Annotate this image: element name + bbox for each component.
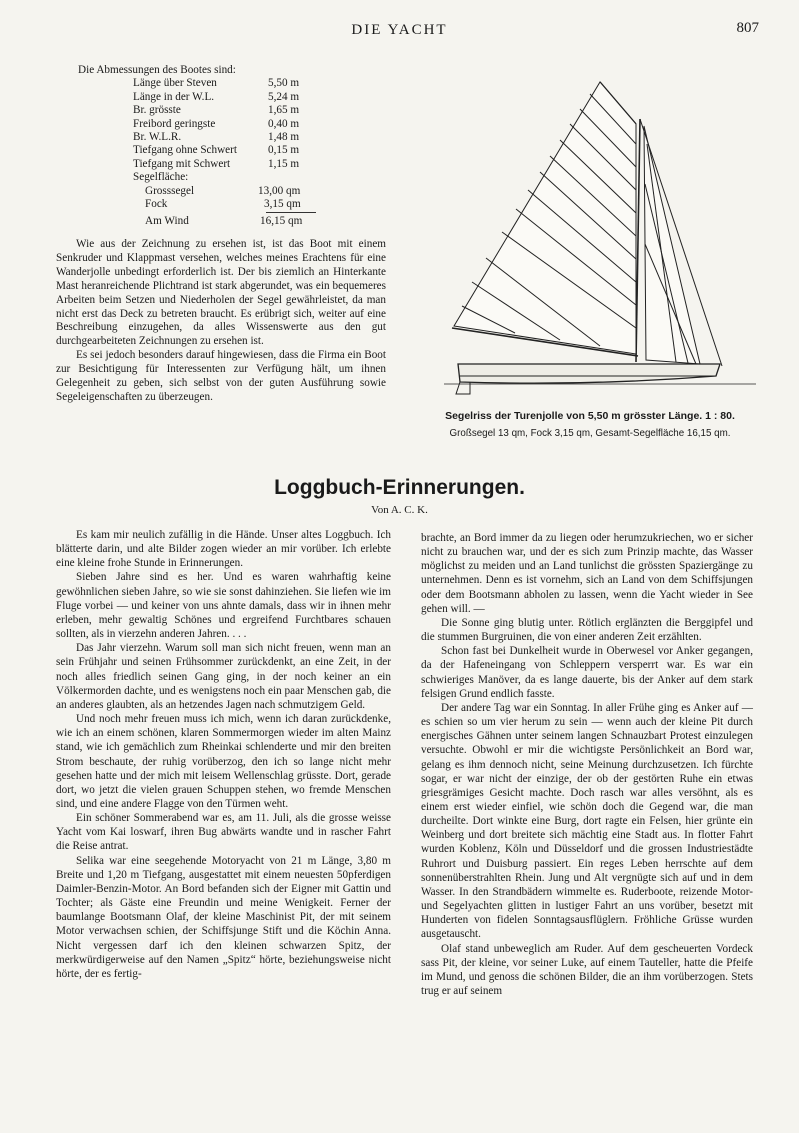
article-byline: Von A. C. K.: [371, 504, 428, 516]
dimension-label: Segelfläche:: [133, 171, 189, 184]
figure-caption-bold: Segelriss der Turenjolle von 5,50 m grösster Länge. 1 : 80.: [445, 410, 735, 422]
dimension-row: [78, 77, 418, 90]
paragraph: Der andere Tag war ein Sonntag. In aller Frühe ging es Anker auf — es schien so um vier herum zu sein — wenn auch der kleine Pit durch energisches Gähnen unter seinem langen Schnauzbart Protest einzulegen versuchte. Obwohl er mir die wichtigste Persönlichkeit an Bord war, gelang es ihm dennoch nicht, seine Meinung durchzusetzen. Ich fürchte sogar, er war nicht der einzige, der ob der gestörten Ruhe ein etwas griesgrämiges Gesicht machte. Doch rasch war alles versöhnt, als es einem erst wieder einfiel, wie schön doch die Gegend war, die man durcheilte. Dort winkte eine Burg, dort ragte ein Felsen, hier grünte ein Weinberg und dort breitete sich mächtig eine Stadt aus. In flotter Fahrt wurden Koblenz, Köln und Düsseldorf und die grossen Industriestädte Ruhrort und Duisburg passiert. Ein reges Leben herrschte auf dem sonnenüberstrahlten Rhein. Jung und Alt vergnügte sich auf und in dem Wasser. In den Strandbädern wimmelte es. Ruderboote, reizende Motor- und Segelyachten glitten in lustiger Fahrt an uns vorüber, besetzt mit Hunderten von fidelen Sonntagsausflüglern. Fröhliche Grüsse wurden ausgetauscht.: [421, 701, 753, 941]
running-header-title: DIE YACHT: [351, 22, 448, 38]
dimension-row: [78, 104, 418, 117]
dimension-label: Länge in der W.L.: [133, 90, 215, 103]
dimension-label: Br. W.L.R.: [133, 130, 182, 143]
paragraph: Es sei jedoch besonders darauf hingewiesen, dass die Firma ein Boot zur Besichtigung für Interessenten zur Verfügung hält, um ihnen Gelegenheit zu geben, sich selbst von der guten Ausführung sowie Segeleigenschaften zu überzeugen.: [56, 349, 386, 403]
dimension-row: [78, 171, 418, 184]
dimension-label: Grosssegel: [145, 184, 195, 197]
dimension-row: [78, 215, 418, 228]
dimension-label: Länge über Steven: [133, 77, 217, 90]
dimension-value: 3,15 qm: [264, 197, 301, 210]
dimension-value: 1,48 m: [268, 130, 300, 143]
dimension-value: 16,15 qm: [260, 215, 303, 228]
boat-dimensions-table: [78, 64, 418, 229]
dimension-row: [78, 158, 418, 171]
dimension-value: 5,24 m: [268, 90, 300, 103]
paragraph: Das Jahr vierzehn. Warum soll man sich nicht freuen, wenn man an sein Frühjahr und seinen Frühsommer zurückdenkt, an eine Zeit, in der noch alles friedlich seinen Gang ging, in der noch keiner an ein Völkermorden dachte, und es wenigstens noch ein paar Menschen gab, die an anderes glaubten, als an hetzendes Jagen nach schmutzigem Geld.: [56, 642, 391, 711]
dimension-row: [78, 144, 418, 157]
paragraph: Ein schöner Sommerabend war es, am 11. Juli, als die grosse weisse Yacht vom Kai loswarf, ihren Bug abwärts wandte und in rascher Fahrt die Reise antrat.: [56, 812, 391, 853]
paragraph: Und noch mehr freuen muss ich mich, wenn ich daran zurückdenke, wie ich an einem schönen, klaren Sommermorgen wieder im alten Mainz stand, wie ich gemächlich zum Rheinkai schlenderte und mir den breiten Strom beschaute, der ruhig vorüberzog, den ich so lange nicht mehr gesehen hatte und der mich mit leisem Wellenschlag grüsste. Dort, gerade dort, wo jetzt die vielen grauen Schuppen stehen, wo fremde Menschen sind, und eine andere Flagge von den Türmen weht.: [56, 713, 391, 810]
dimensions-heading: Die Abmessungen des Bootes sind:: [78, 64, 236, 76]
sail-plan-drawing: [440, 64, 760, 404]
dimension-row: [78, 198, 418, 211]
boat-description: [56, 238, 386, 405]
paragraph: Es kam mir neulich zufällig in die Hände. Unser altes Loggbuch. Ich blätterte darin, und alte Bilder zogen wieder an mir vorüber. Ich erlebte eine kleine frohe Stunde in Erinnerungen.: [56, 529, 391, 570]
dimension-value: 5,50 m: [268, 77, 300, 90]
article-right-column: [421, 531, 753, 998]
dimension-label: Tiefgang ohne Schwert: [133, 144, 237, 157]
dimension-value: 1,65 m: [268, 104, 300, 117]
paragraph: Olaf stand unbeweglich am Ruder. Auf dem gescheuerten Vordeck sass Pit, der kleine, vor seiner Luke, auf einem Tauteller, hatte die Pfeife im Mund, und genoss die schönen Bilder, die an ihm vorüberzogen. Stets trug er auf seinem: [421, 942, 753, 997]
paragraph: brachte, an Bord immer da zu liegen oder herumzukriechen, wo er sicher nicht zu brauchen war, und der es sich zum Prinzip machte, das Wasser möglichst zu meiden und an Land tunlichst die grössten Spaziergänge zu unternehmen. Denn es ist vornehm, sich an Land von dem Schiffsjungen oder dem Bootsmann abholen zu lassen, wenn die Yacht wieder in See gehen will. —: [421, 532, 753, 615]
dimension-row: [78, 185, 418, 198]
article-left-column: [56, 528, 391, 981]
dimension-value: 0,15 m: [268, 144, 300, 157]
dimension-label: Freibord geringste: [133, 117, 216, 130]
dimension-label: Fock: [145, 197, 168, 210]
dimension-row: [78, 131, 418, 144]
dimension-label: Am Wind: [145, 215, 189, 228]
dimension-row: [78, 118, 418, 131]
sum-rule: [266, 212, 316, 213]
paragraph: Die Sonne ging blutig unter. Rötlich erglänzten die Berggipfel und die stummen Burgruinen, die von einer anderen Zeit erzählten.: [421, 616, 753, 644]
paragraph: Schon fast bei Dunkelheit wurde in Oberwesel vor Anker gegangen, da der Hafeneingang von Schleppern versperrt war. Es war ein schwieriges Manöver, da es lange dauerte, bis der Anker auf dem stark felsigen Grund endlich fasste.: [421, 645, 753, 700]
dimension-value: 1,15 m: [268, 157, 300, 170]
paragraph: Wie aus der Zeichnung zu ersehen ist, ist das Boot mit einem Senkruder und Klappmast versehen, welches meines Erachtens für eine Wanderjolle unbedingt erforderlich ist. Der bis ziemlich an Hinterkante Mast heranreichende Plichtrand ist stark abgerundet, was ein bequemeres Arbeiten beim Setzen und Niederholen der Segel gewährleistet, da man nicht erst das Deck zu betreten braucht. Es erübrigt sich, weiter auf eine Beschreibung einzugehen, da alles Wissenswerte aus den gut durchgearbeiteten Zeichnungen zu ersehen ist.: [56, 238, 386, 348]
figure-caption-detail: Großsegel 13 qm, Fock 3,15 qm, Gesamt-Segelfläche 16,15 qm.: [449, 428, 731, 439]
article-title: Loggbuch-Erinnerungen.: [274, 476, 525, 499]
dimension-label: Tiefgang mit Schwert: [133, 157, 231, 170]
paragraph: Selika war eine seegehende Motoryacht von 21 m Länge, 3,80 m Breite und 1,20 m Tiefgang, ausgestattet mit einem neuesten 50pferdigen Daimler-Benzin-Motor. An Bord befanden sich der Eigner mit Gattin und Tochter; als Gäste eine Freundin und meine Wenigkeit. Ferner der baumlange Bootsmann Olaf, der kleine Maschinist Pit, der mit seinem Motor verwachsen schien, der Schiffsjunge Stift und die Köchin Anna. Nicht vergessen darf ich den kleinen schwarzen Spitz, der merkwürdigerweise auf den Namen „Spitz“ hörte, beziehungsweise nicht hörte, der es fertig-: [56, 854, 391, 980]
paragraph: Sieben Jahre sind es her. Und es waren wahrhaftig keine gewöhnlichen sieben Jahre, so wie sie sonst dahinziehen. Sie liefen wie im Fluge vorbei — und keiner von uns ahnte damals, dass wir in ihnen mehr erleben, mehr gewaltig Schönes und ergreifend Furchtbares schauen sollten, als in vierzehn anderen Jahren. . . .: [56, 571, 391, 641]
dimension-row: [78, 91, 418, 104]
dimension-label: Br. grösste: [133, 104, 181, 117]
page-number: 807: [736, 20, 759, 36]
dimension-value: 0,40 m: [268, 117, 300, 130]
dimension-value: 13,00 qm: [258, 184, 301, 197]
